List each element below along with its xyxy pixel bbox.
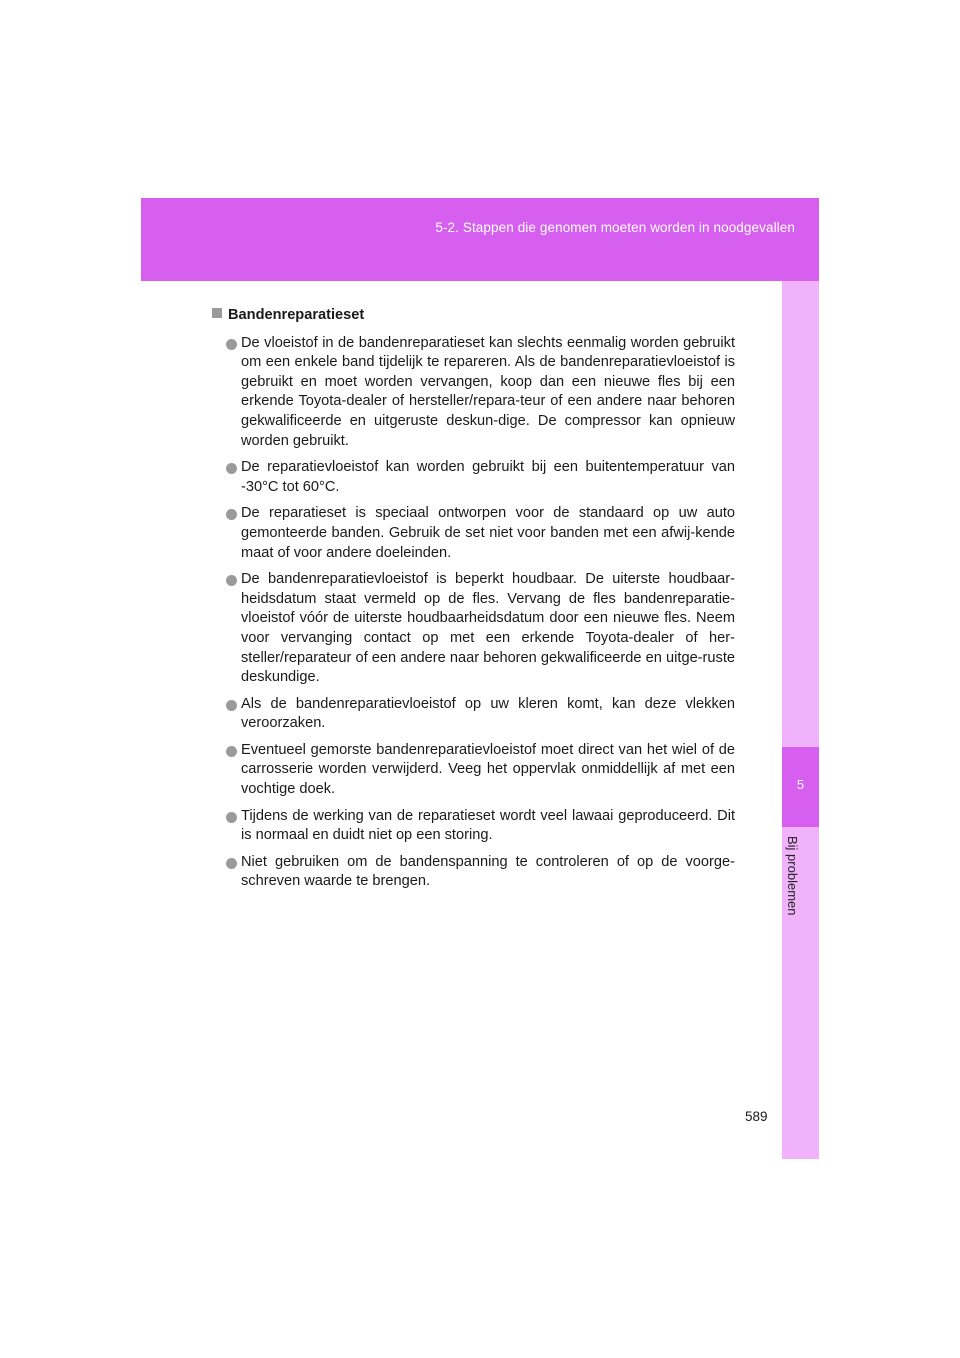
list-item <box>212 741 735 800</box>
list-item <box>212 695 735 734</box>
chapter-number-block <box>782 747 819 827</box>
list-item-text: Tijdens de werking van de reparatieset wordt veel lawaai geproduceerd. Dit is normaal en duidt niet op een storing. <box>241 807 735 844</box>
chapter-label: Bij problemen <box>785 836 800 916</box>
chapter-number: 5 <box>796 777 805 792</box>
page-number: 589 <box>745 1109 768 1124</box>
circle-bullet-icon <box>226 746 237 757</box>
list-item <box>212 807 735 846</box>
circle-bullet-icon <box>226 812 237 823</box>
list-item-text: Als de bandenreparatievloeistof op uw kleren komt, kan deze vlekken veroorzaken. <box>241 695 735 732</box>
list-item-text: Niet gebruiken om de bandenspanning te controleren of op de voorge-schreven waarde te brengen. <box>241 853 735 890</box>
list-item <box>212 853 735 892</box>
header-band <box>141 198 819 281</box>
circle-bullet-icon <box>226 700 237 711</box>
chapter-side-tab <box>782 281 819 1159</box>
circle-bullet-icon <box>226 575 237 586</box>
list-item-text: Eventueel gemorste bandenreparatievloeistof moet direct van het wiel of de carrosserie worden verwijderd. Veeg het oppervlak onmiddellijk af met een vochtige doek. <box>241 741 735 798</box>
circle-bullet-icon <box>226 339 237 350</box>
square-bullet-icon <box>212 308 222 318</box>
list-item <box>212 334 735 452</box>
list-item-text: De reparatievloeistof kan worden gebruikt bij een buitentemperatuur van -30°C tot 60°C. <box>241 459 735 495</box>
bullet-list <box>212 334 735 892</box>
section-heading-text: Bandenreparatieset <box>228 307 365 323</box>
list-item-text: De bandenreparatievloeistof is beperkt houdbaar. De uiterste houdbaar-heidsdatum staat vermeld op de fles. Vervang de fles bandenreparatie-vloeistof vóór de uiterste houdbaarheidsdatum door een nieuwe fles. Neem voor vervanging contact op met een erkende Toyota-dealer of her-steller/reparateur of een andere naar behoren gekwalificeerde en uitge-ruste deskundige. <box>241 571 735 686</box>
main-content <box>212 306 735 899</box>
list-item <box>212 570 735 688</box>
section-breadcrumb: 5-2. Stappen die genomen moeten worden in noodgevallen <box>435 220 795 235</box>
list-item-text: De reparatieset is speciaal ontworpen voor de standaard op uw auto gemonteerde banden. Gebruik de set niet voor banden met een afwij-kende maat of voor andere doeleinden. <box>241 505 735 561</box>
list-item <box>212 504 735 563</box>
circle-bullet-icon <box>226 858 237 869</box>
list-item-text: De vloeistof in de bandenreparatieset kan slechts eenmalig worden gebruikt om een enkele band tijdelijk te repareren. Als de bandenreparatievloeistof is gebruikt en moet worden vervangen, koop dan een nieuwe fles bij een erkende Toyota-dealer of hersteller/repara-teur of een andere naar behoren gekwalificeerde en uitgeruste deskun-dige. De compressor kan opnieuw worden gebruikt. <box>241 334 735 449</box>
list-item <box>212 458 735 497</box>
circle-bullet-icon <box>226 463 237 474</box>
circle-bullet-icon <box>226 509 237 520</box>
section-heading <box>212 306 735 326</box>
